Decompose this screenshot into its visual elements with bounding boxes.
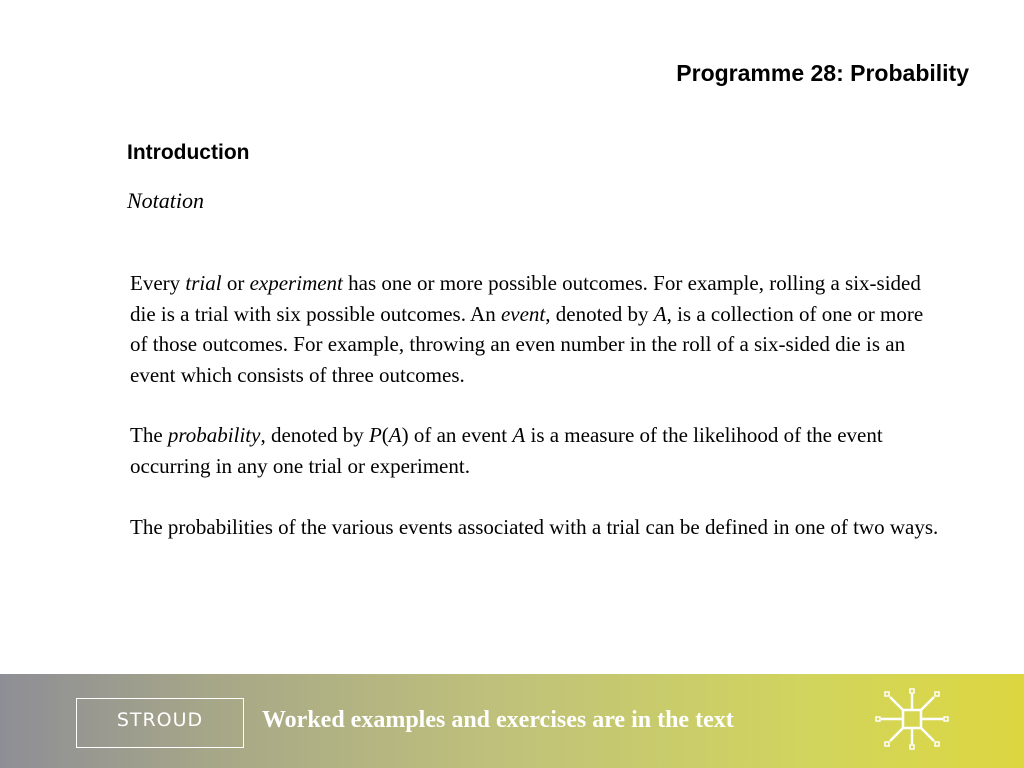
text-run: Every [130, 271, 186, 295]
text-run: The probabilities of the various events associated with a trial can be defined in one of two ways. [130, 514, 939, 539]
network-node-icon [872, 688, 952, 750]
symbol-p: P [368, 423, 382, 448]
text-run: , is a collection of one or more of those outcomes. For example, throwing an even number in the roll of a six-sided die is an event which consists of three outcomes. [130, 301, 924, 387]
text-run: ) of an event [401, 423, 513, 448]
page-title: Programme 28: Probability [676, 60, 969, 86]
footer-band [0, 674, 1024, 768]
paragraph [130, 420, 945, 481]
paragraph [130, 512, 945, 543]
footer-caption: Worked examples and exercises are in the text [262, 707, 734, 733]
paragraph [130, 268, 945, 390]
symbol-a: A [388, 423, 402, 448]
term-probability: probability [167, 423, 261, 448]
text-run: ( [381, 423, 389, 448]
text-run: The [130, 423, 168, 448]
term-event: event [500, 301, 546, 326]
subsection-heading: Notation [127, 188, 205, 213]
symbol-a: A [653, 301, 667, 326]
section-heading: Introduction [127, 141, 250, 164]
symbol-a: A [512, 423, 526, 448]
text-run: or [221, 271, 250, 295]
stroud-logo: STROUD [76, 698, 244, 748]
text-run: has one or more possible outcomes. For example, rolling a six-sided die is a trial with six possible outcomes. An [130, 271, 921, 326]
text-run: , denoted by [545, 301, 654, 326]
text-run: , denoted by [260, 423, 369, 448]
term-trial: trial [185, 271, 222, 295]
body-text [130, 268, 945, 572]
term-experiment: experiment [249, 271, 343, 295]
text-run: is a measure of the likelihood of the event occurring in any one trial or experiment. [130, 423, 883, 478]
